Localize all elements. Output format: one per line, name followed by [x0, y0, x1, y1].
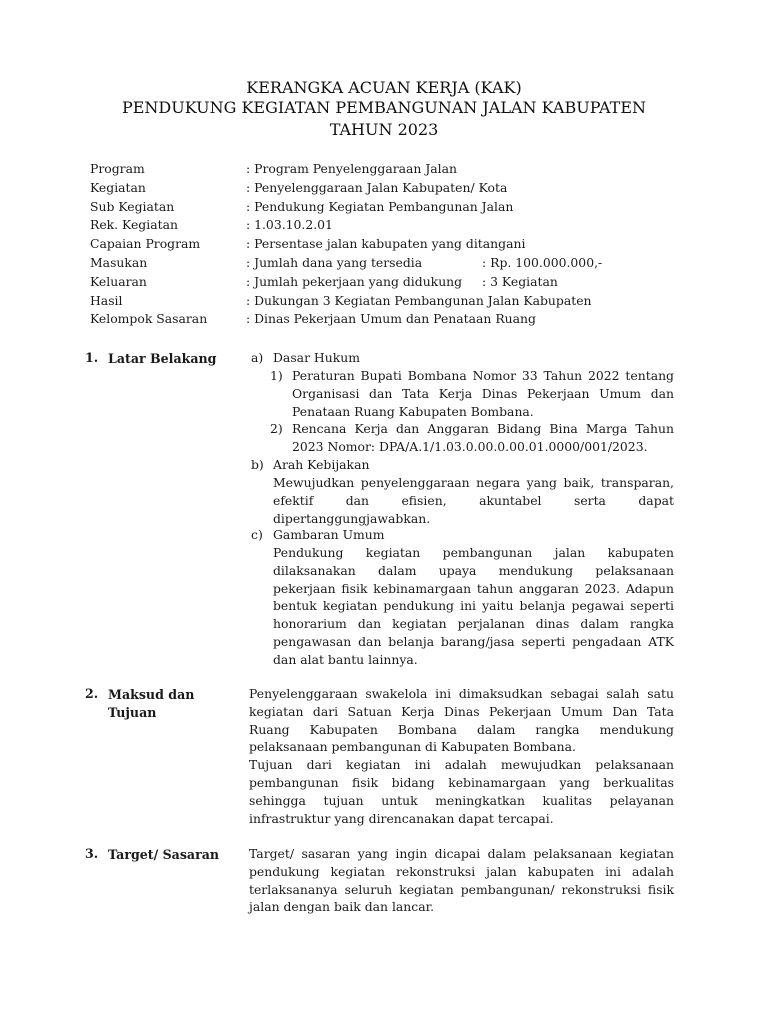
doc-title-line-2: PENDUKUNG KEGIATAN PEMBANGUNAN JALAN KABUPATEN — [121, 98, 647, 117]
text-line: sehingga tujuan untuk meningkatkan kualitas pelayanan — [249, 792, 674, 808]
item-b-title: Arah Kebijakan — [273, 457, 370, 472]
info-row-program — [90, 160, 690, 179]
text-line: Tujuan dari kegiatan ini adalah mewujudkan pelaksanaan — [249, 757, 674, 773]
info-label: Capaian Program — [90, 236, 201, 252]
text-line: pengawasan dan belanja barang/jasa seperti pengadaan ATK — [273, 633, 674, 649]
info-row-hasil — [90, 292, 690, 311]
text-line: Ruang Kabupaten Bombana dalam rangka mendukung — [249, 721, 674, 737]
info-value: : 1.03.10.2.01 — [246, 217, 333, 233]
text-line: kegiatan dari Satuan Kerja Dinas Pekerjaan Umum Dan Tata — [249, 703, 674, 719]
item-c-text — [273, 544, 674, 669]
text-line: jalan dengan baik dan lancar. — [249, 899, 435, 915]
info-row-keluaran — [90, 273, 690, 292]
text-line: Penyelenggaraan swakelola ini dimaksudkan sebagai salah satu — [249, 686, 674, 701]
info-label: Hasil — [90, 292, 123, 308]
section-1-title: Latar Belakang — [108, 351, 217, 366]
info-value: : Dukungan 3 Kegiatan Pembangunan Jalan Kabupaten — [246, 292, 592, 308]
text-line: pelaksanaan pembangunan di Kabupaten Bombana. — [249, 739, 576, 755]
info-row-kegiatan — [90, 179, 690, 198]
text-line: terlaksananya seluruh kegiatan pembangunan/ rekonstruksi fisik — [249, 881, 674, 897]
section-3-body — [249, 845, 674, 916]
text-line: 2023 Nomor: DPA/A.1/1.03.0.00.0.00.01.0000/001/2023. — [292, 438, 648, 454]
item-c-title: Gambaran Umum — [273, 527, 385, 542]
item-a1-text — [292, 367, 674, 420]
info-row-kelompok-sasaran — [90, 310, 690, 329]
section-2-number: 2. — [85, 686, 99, 701]
info-value: : Program Penyelenggaraan Jalan — [246, 161, 458, 176]
text-line: Target/ sasaran yang ingin dicapai dalam pelaksanaan kegiatan — [249, 846, 674, 861]
info-label: Program — [90, 161, 145, 176]
text-line: bentuk kegiatan pendukung ini yaitu belanja pegawai seperti — [273, 598, 674, 614]
info-label: Sub Kegiatan — [90, 198, 175, 214]
text-line: dilaksanakan dalam upaya mendukung pelaksanaan — [273, 562, 674, 578]
doc-title-line-3: TAHUN 2023 — [329, 120, 439, 139]
info-row-rek-kegiatan — [90, 216, 690, 235]
text-line: Peraturan Bupati Bombana Nomor 33 Tahun 2022 tentang — [292, 368, 674, 383]
section-2-body — [249, 685, 674, 827]
info-extra-value: : Rp. 100.000.000,- — [482, 254, 603, 270]
section-1-number: 1. — [85, 350, 99, 365]
text-line: Pendukung kegiatan pembangunan jalan kabupaten — [273, 545, 674, 560]
text-line: honorarium dan kegiatan perjalanan dinas dalam rangka — [273, 616, 674, 632]
info-label: Kegiatan — [90, 179, 146, 195]
text-line: Organisasi dan Tata Kerja Dinas Pekerjaan Umum dan — [292, 385, 674, 401]
info-value: : Penyelenggaraan Jalan Kabupaten/ Kota — [246, 179, 508, 195]
info-label: Rek. Kegiatan — [90, 217, 178, 233]
item-a-marker: a) — [251, 350, 264, 365]
section-3-title: Target/ Sasaran — [108, 847, 220, 862]
item-a2-marker: 2) — [270, 421, 283, 436]
item-a1-marker: 1) — [270, 368, 283, 383]
info-value: : Dinas Pekerjaan Umum dan Penataan Ruang — [246, 311, 536, 327]
item-b-marker: b) — [251, 457, 264, 472]
info-extra-value: : 3 Kegiatan — [482, 273, 558, 289]
info-value: : Jumlah pekerjaan yang didukung — [246, 273, 463, 289]
text-line: pekerjaan fisik kebinamargaan tahun anggaran 2023. Adapun — [273, 580, 674, 596]
section-2-title-line-2: Tujuan — [108, 705, 157, 720]
text-line: Rencana Kerja dan Anggaran Bidang Bina Marga Tahun — [292, 421, 674, 436]
info-row-capaian-program — [90, 235, 690, 254]
info-label: Masukan — [90, 254, 148, 270]
text-line: dan alat bantu lainnya. — [273, 651, 418, 667]
item-c-marker: c) — [251, 527, 263, 542]
item-a2-text — [292, 420, 674, 456]
info-value: : Persentase jalan kabupaten yang ditangani — [246, 236, 526, 252]
text-line: Mewujudkan penyelenggaraan negara yang baik, transparan, — [273, 475, 674, 490]
section-2-title-line-1: Maksud dan — [108, 687, 195, 702]
program-info-table — [90, 160, 690, 329]
info-row-sub-kegiatan — [90, 198, 690, 217]
item-b-text — [273, 474, 674, 527]
info-row-masukan — [90, 254, 690, 273]
text-line: Penataan Ruang Kabupaten Bombana. — [292, 403, 534, 419]
info-value: : Pendukung Kegiatan Pembangunan Jalan — [246, 198, 514, 214]
section-3-number: 3. — [85, 846, 99, 861]
info-value: : Jumlah dana yang tersedia — [246, 254, 423, 270]
info-label: Keluaran — [90, 273, 147, 289]
text-line: pendukung kegiatan rekonstruksi jalan kabupaten ini adalah — [249, 863, 674, 879]
item-a-title: Dasar Hukum — [273, 350, 360, 365]
doc-title-line-1: KERANGKA ACUAN KERJA (KAK) — [246, 78, 522, 97]
text-line: pembangunan fisik bidang kebinamargaan yang berkualitas — [249, 774, 674, 790]
text-line: infrastruktur yang direncanakan dapat tercapai. — [249, 810, 554, 826]
text-line: dipertanggungjawabkan. — [273, 510, 431, 526]
text-line: efektif dan efisien, akuntabel serta dapat — [273, 492, 674, 508]
info-label: Kelompok Sasaran — [90, 311, 208, 327]
